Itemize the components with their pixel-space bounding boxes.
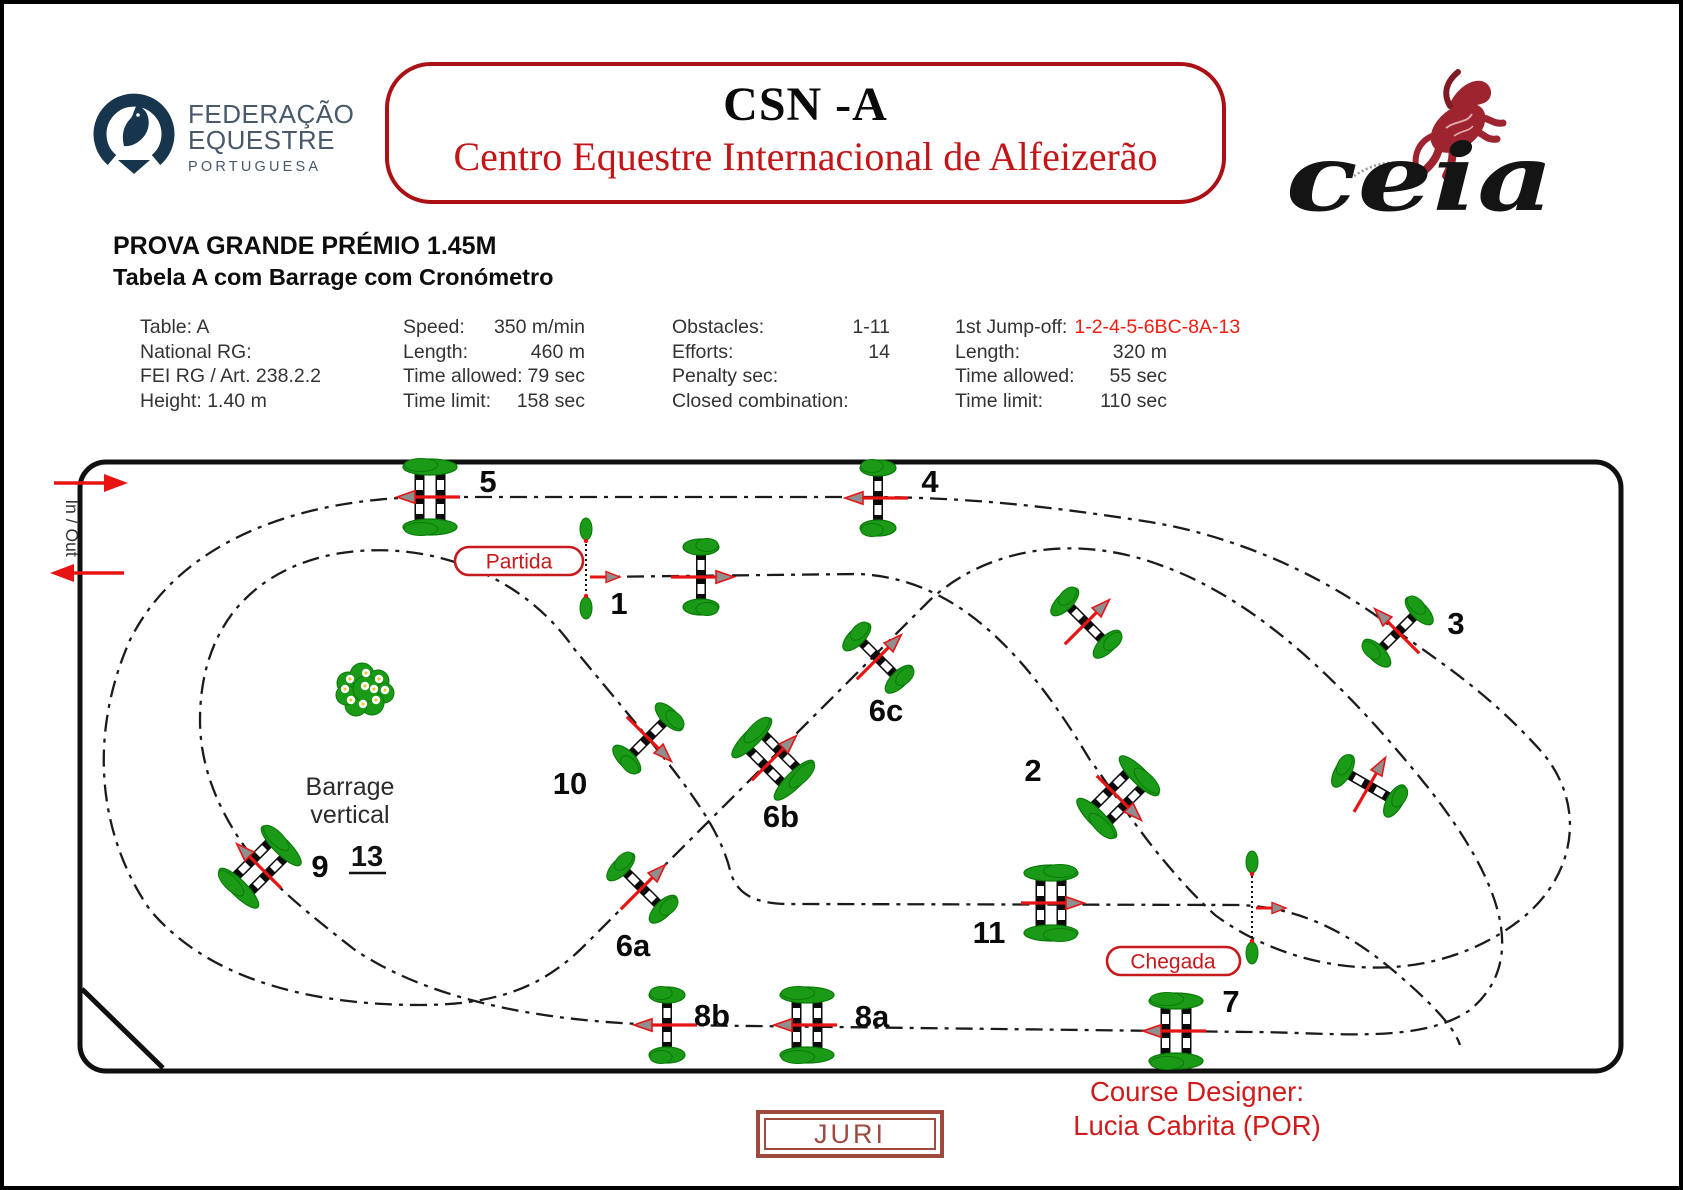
obstacle-1 xyxy=(671,539,734,616)
out-arrow-icon xyxy=(50,564,124,582)
obstacle-3 xyxy=(1347,581,1446,680)
obstacle-label-6b: 6b xyxy=(762,799,800,834)
detail-jumpoff-value: 110 sec xyxy=(1100,389,1167,412)
fep-name-line2: EQUESTRE xyxy=(188,125,336,155)
event-table-rule: Tabela A com Barrage com Cronómetro xyxy=(113,264,554,290)
detail-obstacle-value: 1-11 xyxy=(852,316,890,338)
obstacle-label-9: 9 xyxy=(311,849,329,884)
in-arrow-icon xyxy=(54,474,128,492)
in-out-label: In / Out xyxy=(62,499,82,557)
finish-label: Chegada xyxy=(1130,950,1216,974)
obstacle-label-8a: 8a xyxy=(854,999,890,1034)
detail-jumpoff-label: Time allowed: xyxy=(955,365,1075,387)
detail-speed-value: 158 sec xyxy=(516,389,585,412)
detail-speed-value: 350 m/min xyxy=(493,316,585,338)
ceia-script-text: ceia xyxy=(1285,123,1554,230)
detail-general-label: National RG: xyxy=(140,340,252,363)
start-label: Partida xyxy=(485,550,553,574)
obstacle-label-7: 7 xyxy=(1222,984,1240,1019)
competition-title: CSN -A xyxy=(723,78,888,131)
jury-label: JURI xyxy=(814,1119,886,1149)
detail-obstacle-label: Penalty sec: xyxy=(672,365,779,387)
barrage-word2: vertical xyxy=(310,801,390,829)
detail-obstacle-label: Obstacles: xyxy=(672,316,765,338)
detail-speed-label: Time limit: xyxy=(403,389,492,412)
finish-label-badge xyxy=(1107,947,1240,975)
detail-jumpoff-value: 55 sec xyxy=(1109,365,1167,387)
fep-name-line1: FEDERAÇÃO xyxy=(188,99,355,129)
detail-speed-value: 79 sec xyxy=(527,365,585,387)
flower-bush-icon xyxy=(336,663,394,716)
obstacle-unnumbered xyxy=(1321,738,1419,831)
course-designer-title: Course Designer: xyxy=(1090,1076,1304,1107)
finish-line xyxy=(1246,851,1286,964)
obstacle-label-6a: 6a xyxy=(615,928,651,963)
arena-corner-cut xyxy=(82,989,163,1068)
obstacle-8a xyxy=(774,987,837,1064)
obstacle-label-1: 1 xyxy=(610,586,628,621)
obstacle-label-3: 3 xyxy=(1447,606,1465,641)
detail-speed-label: Length: xyxy=(403,340,469,363)
detail-jumpoff-value: 320 m xyxy=(1112,340,1167,363)
detail-obstacle-value: 14 xyxy=(868,340,890,363)
obstacle-2 xyxy=(1070,749,1169,848)
obstacle-label-10: 10 xyxy=(552,766,588,801)
obstacle-11 xyxy=(1021,865,1084,942)
detail-general-label: Table: A xyxy=(140,316,210,338)
obstacle-10 xyxy=(600,690,699,789)
detail-speed-label: Speed: xyxy=(403,316,465,338)
arena-border xyxy=(80,462,1621,1071)
obstacle-label-8b: 8b xyxy=(693,998,731,1033)
detail-speed-value: 460 m xyxy=(530,340,585,363)
course-designer-name: Lucia Cabrita (POR) xyxy=(1073,1110,1321,1141)
detail-jumpoff-label: Length: xyxy=(955,340,1021,363)
detail-jumpoff-label: Time limit: xyxy=(955,389,1044,412)
obstacle-label-5: 5 xyxy=(479,464,497,499)
obstacle-label-11: 11 xyxy=(972,915,1006,950)
obstacle-4 xyxy=(845,460,908,537)
fep-name-line3: PORTUGUESA xyxy=(188,159,322,175)
obstacle-8b xyxy=(634,987,697,1064)
obstacle-6b xyxy=(725,708,824,807)
obstacle-7 xyxy=(1143,993,1206,1070)
obstacle-label-2: 2 xyxy=(1024,753,1042,788)
detail-general-label: FEI RG / Art. 238.2.2 xyxy=(140,365,321,387)
obstacle-unnumbered xyxy=(1038,572,1137,671)
barrage-word1: Barrage xyxy=(305,773,395,801)
detail-general-label: Height: 1.40 m xyxy=(140,389,267,412)
detail-obstacle-label: Efforts: xyxy=(672,340,734,363)
obstacle-6c xyxy=(830,607,929,706)
detail-obstacle-label: Closed combination: xyxy=(672,389,849,412)
obstacle-5 xyxy=(397,459,460,536)
start-label-badge xyxy=(455,547,583,575)
venue-subtitle: Centro Equestre Internacional de Alfeizerão xyxy=(453,134,1158,179)
obstacle-label-4: 4 xyxy=(921,464,939,499)
jumpoff-sequence: 1-2-4-5-6BC-8A-13 xyxy=(1074,316,1241,338)
jury-box xyxy=(758,1112,942,1156)
detail-speed-label: Time allowed: xyxy=(403,365,523,387)
obstacle-label-6c: 6c xyxy=(868,693,904,728)
jumpoff-label: 1st Jump-off: xyxy=(955,316,1068,338)
barrage-obstacle-number: 13 xyxy=(350,841,384,873)
event-name: PROVA GRANDE PRÉMIO 1.45M xyxy=(113,232,497,260)
